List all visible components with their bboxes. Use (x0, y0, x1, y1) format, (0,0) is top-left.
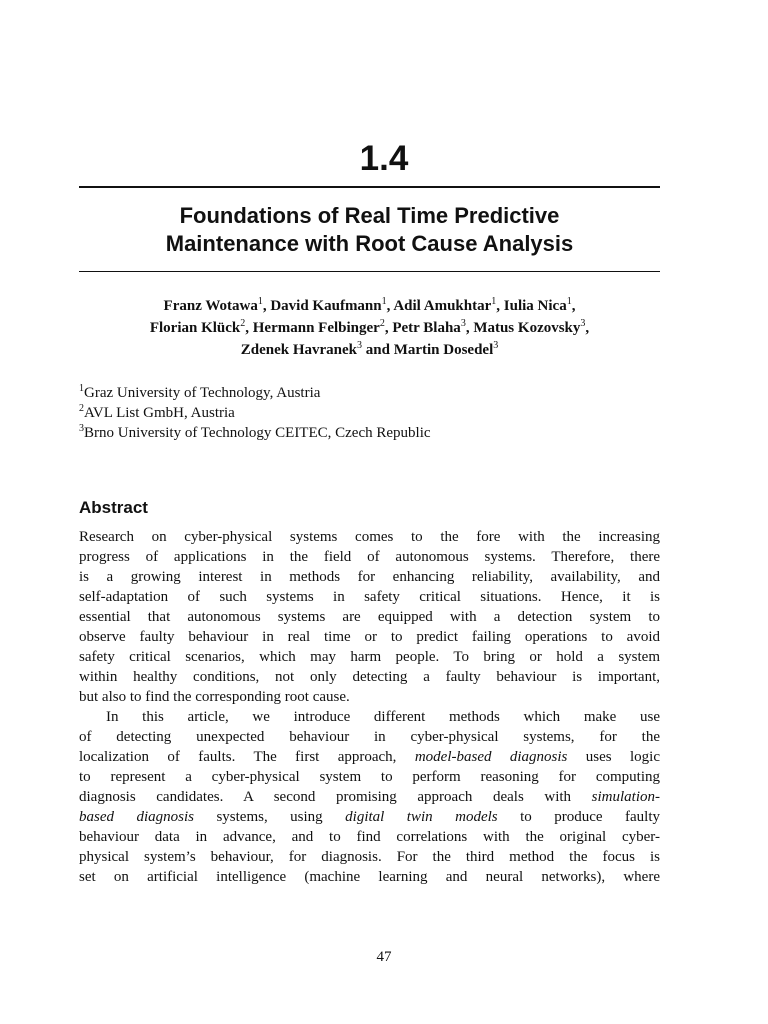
abstract-line (79, 787, 660, 807)
author-name: Petr Blaha (392, 320, 461, 336)
abstract-heading: Abstract (79, 498, 148, 517)
abstract-line: behaviour data in advance, and to find correlations with the original cyber- (79, 829, 660, 845)
affiliation-text: Brno University of Technology CEITEC, Czech Republic (84, 425, 431, 441)
emphasis-term: simulation- (591, 789, 660, 805)
author-name: Zdenek Havranek (240, 342, 357, 358)
author-list (79, 295, 660, 361)
author-affil-mark: 1 (491, 296, 497, 307)
title-rule-bottom (79, 271, 660, 272)
author-separator: , (245, 320, 253, 336)
abstract-line: but also to find the corresponding root cause. (79, 689, 350, 705)
author-affil-mark: 3 (357, 340, 362, 351)
title-rule-top (79, 186, 660, 188)
abstract-line: set on artificial intelligence (machine learning and neural networks), where (79, 869, 660, 885)
abstract-line: self-adaptation of such systems in safety critical situations. Hence, it is (79, 589, 660, 605)
abstract-line: physical system’s behaviour, for diagnosis. For the third method the focus is (79, 849, 660, 865)
author-affil-mark: 3 (493, 340, 499, 351)
author-name: Hermann Felbinger (252, 320, 380, 336)
author-name: Martin Dosedel (393, 342, 494, 358)
author-name: Iulia Nica (503, 298, 567, 314)
author-line (79, 339, 660, 361)
abstract-line: of detecting unexpected behaviour in cyber-physical systems, for the (79, 729, 660, 745)
text-run: systems, using (193, 809, 346, 825)
affiliation-list (79, 383, 660, 443)
author-affil-mark: 1 (381, 296, 387, 307)
affiliation-mark: 1 (79, 383, 84, 394)
abstract-line: to represent a cyber-physical system to perform reasoning for computing (79, 769, 660, 785)
author-separator: , (465, 320, 474, 336)
author-separator: and (362, 342, 394, 358)
affiliation-text: Graz University of Technology, Austria (84, 385, 321, 401)
author-affil-mark: 3 (580, 318, 586, 329)
author-separator: , (571, 298, 576, 314)
emphasis-term: based diagnosis (79, 809, 194, 825)
title-line: Maintenance with Root Cause Analysis (165, 231, 574, 256)
author-line (79, 295, 660, 317)
author-separator: , (262, 298, 271, 314)
abstract-line: observe faulty behaviour in real time or to predict failing operations to avoid (79, 629, 660, 645)
author-name: Florian Klück (149, 320, 241, 336)
abstract-body (79, 527, 660, 887)
chapter-title (79, 202, 660, 258)
text-run: to produce faulty (497, 809, 660, 825)
affiliation-mark: 3 (79, 423, 84, 434)
abstract-line: is a growing interest in methods for enhancing reliability, availability, and (79, 569, 660, 585)
text-run: localization of faults. The first approach, (79, 749, 415, 765)
text-run: uses logic (567, 749, 661, 765)
author-name: Matus Kozovsky (473, 320, 581, 336)
author-name: Adil Amukhtar (393, 298, 492, 314)
author-affil-mark: 2 (240, 318, 246, 329)
abstract-line: safety critical scenarios, which may harm people. To bring or hold a system (79, 649, 660, 665)
author-affil-mark: 1 (566, 296, 572, 307)
text-run: diagnosis candidates. A second promising approach deals with (79, 789, 592, 805)
author-line (79, 317, 660, 339)
author-separator: , (585, 320, 590, 336)
affiliation (79, 423, 660, 443)
abstract-line: Research on cyber-physical systems comes to the fore with the increasing (79, 529, 660, 545)
abstract-line: essential that autonomous systems are equipped with a detection system to (79, 609, 660, 625)
author-affil-mark: 1 (257, 296, 263, 307)
chapter-number: 1.4 (359, 139, 409, 178)
author-name: Franz Wotawa (163, 298, 258, 314)
abstract-line (79, 807, 660, 827)
abstract-line: progress of applications in the field of autonomous systems. Therefore, there (79, 549, 660, 565)
author-separator: , (384, 320, 393, 336)
author-separator: , (386, 298, 394, 314)
page-number: 47 (376, 949, 392, 965)
author-separator: , (496, 298, 504, 314)
emphasis-term: digital twin models (345, 809, 498, 825)
title-line: Foundations of Real Time Predictive (179, 203, 560, 228)
abstract-line: In this article, we introduce different methods which make use (106, 709, 660, 725)
affiliation (79, 403, 660, 423)
emphasis-term: model-based diagnosis (414, 749, 568, 765)
affiliation-text: AVL List GmbH, Austria (84, 405, 235, 421)
affiliation-mark: 2 (79, 403, 84, 414)
affiliation (79, 383, 660, 403)
author-name: David Kaufmann (270, 298, 382, 314)
author-affil-mark: 3 (460, 318, 466, 329)
abstract-line: within healthy conditions, not only detecting a faulty behaviour is important, (79, 669, 660, 685)
author-affil-mark: 2 (379, 318, 385, 329)
abstract-line (79, 747, 660, 767)
